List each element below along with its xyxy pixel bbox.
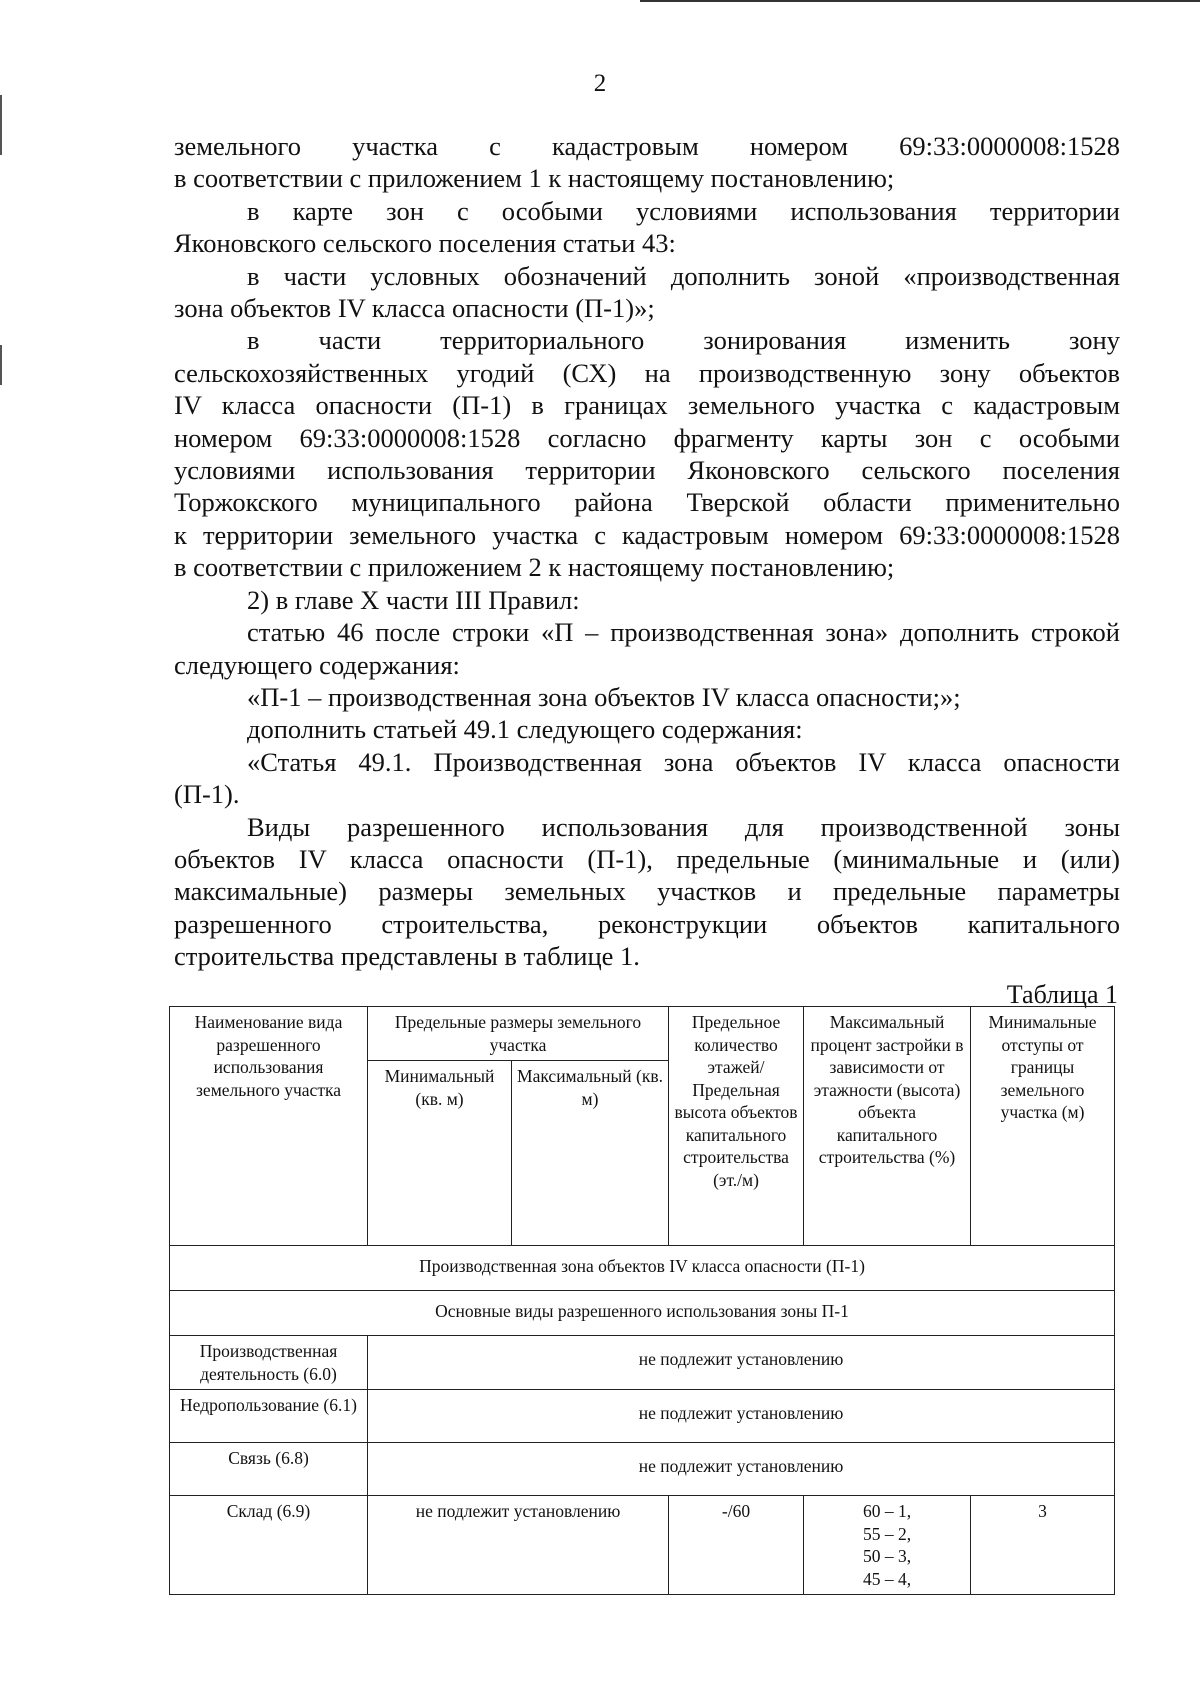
paragraph: номером 69:33:0000008:1528 согласно фрагменту карты зон с особыми: [174, 422, 1120, 453]
coverage-line: 50 – 3,: [862, 1546, 912, 1566]
table-row: [170, 1336, 1115, 1390]
row-coverage-cell: [804, 1496, 971, 1595]
coverage-line: 55 – 2,: [862, 1523, 912, 1544]
scan-left-mark: [0, 345, 2, 385]
header-cell-name: Наименование вида разрешенного использования земельного участка: [170, 1007, 368, 1246]
header-cell-min: Минимальный (кв. м): [368, 1061, 512, 1246]
scan-left-mark: [0, 95, 2, 155]
paragraph: разрешенного строительства, реконструкции объектов капитального: [174, 908, 1120, 939]
row-value-cell: не подлежит установлению: [368, 1390, 1115, 1443]
paragraph: условиями использования территории Яконовского сельского поселения: [174, 455, 1120, 486]
paragraph: в соответствии с приложением 2 к настоящему постановлению;: [174, 552, 895, 583]
row-name-cell: Склад (6.9): [170, 1496, 368, 1595]
paragraph: в части территориального зонирования изменить зону: [247, 325, 1120, 356]
table-row: [170, 1291, 1115, 1336]
row-value-cell: не подлежит установлению: [368, 1496, 669, 1595]
zoning-table: [169, 1006, 1115, 1595]
paragraph: следующего содержания:: [174, 649, 460, 680]
paragraph: IV класса опасности (П-1) в границах земельного участка с кадастровым: [174, 390, 1120, 421]
body-text: [174, 130, 1120, 973]
row-value-cell: не подлежит установлению: [368, 1336, 1115, 1390]
paragraph: дополнить статьей 49.1 следующего содержания:: [247, 714, 803, 745]
paragraph: «П-1 – производственная зона объектов IV класса опасности;»;: [247, 681, 961, 712]
table-caption: Таблица 1: [1006, 980, 1118, 1009]
scan-top-edge: [640, 0, 1200, 2]
table-header-row: [170, 1007, 1115, 1061]
paragraph: строительства представлены в таблице 1.: [174, 941, 640, 972]
row-name-cell: Недропользование (6.1): [170, 1390, 368, 1443]
paragraph: в соответствии с приложением 1 к настоящему постановлению;: [174, 163, 895, 194]
row-value-cell: не подлежит установлению: [368, 1443, 1115, 1496]
row-floors-cell: -/60: [669, 1496, 804, 1595]
row-setback-cell: 3: [971, 1496, 1115, 1595]
header-cell-plot-size: Предельные размеры земельного участка: [368, 1007, 669, 1061]
table-row: [170, 1443, 1115, 1496]
paragraph: 2) в главе X части III Правил:: [247, 584, 580, 615]
paragraph: статью 46 после строки «П – производственная зона» дополнить строкой: [247, 617, 1120, 648]
coverage-line: 45 – 4,: [862, 1568, 912, 1589]
paragraph: сельскохозяйственных угодий (СХ) на производственную зону объектов: [174, 357, 1120, 388]
zone-title-cell: Производственная зона объектов IV класса опасности (П-1): [170, 1246, 1115, 1291]
paragraph: земельного участка с кадастровым номером 69:33:0000008:1528: [174, 131, 1120, 161]
paragraph: к территории земельного участка с кадастровым номером 69:33:0000008:1528: [174, 519, 1120, 550]
paragraph: Виды разрешенного использования для производственной зоны: [247, 811, 1120, 842]
paragraph: максимальные) размеры земельных участков и предельные параметры: [174, 876, 1120, 907]
paragraph: Торжокского муниципального района Тверской области применительно: [174, 487, 1120, 518]
paragraph: в части условных обозначений дополнить зоной «производственная: [247, 260, 1120, 291]
row-name-cell: Связь (6.8): [170, 1443, 368, 1496]
paragraph: объектов IV класса опасности (П-1), предельные (минимальные и (или): [174, 843, 1120, 874]
table-row: [170, 1496, 1115, 1595]
table-row: [170, 1390, 1115, 1443]
paragraph: «Статья 49.1. Производственная зона объектов IV класса опасности: [247, 746, 1120, 777]
header-cell-setback: Минимальные отступы от границы земельного участка (м): [971, 1007, 1115, 1246]
paragraph: (П-1).: [174, 779, 240, 810]
paragraph: Яконовского сельского поселения статьи 43:: [174, 228, 676, 259]
row-name-cell: Производственная деятельность (6.0): [170, 1336, 368, 1390]
paragraph: зона объектов IV класса опасности (П-1)»;: [174, 293, 655, 324]
header-cell-floors: Предельное количество этажей/ Предельная высота объектов капитального строительства (эт./м): [669, 1007, 804, 1246]
section-title-cell: Основные виды разрешенного использования зоны П-1: [170, 1291, 1115, 1336]
table-row: [170, 1246, 1115, 1291]
header-cell-max: Максимальный (кв. м): [512, 1061, 669, 1246]
page-number: 2: [593, 70, 607, 97]
coverage-line: 60 – 1,: [862, 1501, 912, 1521]
paragraph: в карте зон с особыми условиями использования территории: [247, 195, 1120, 226]
header-cell-coverage: Максимальный процент застройки в зависимости от этажности (высота) объекта капитального строительства (%): [804, 1007, 971, 1246]
